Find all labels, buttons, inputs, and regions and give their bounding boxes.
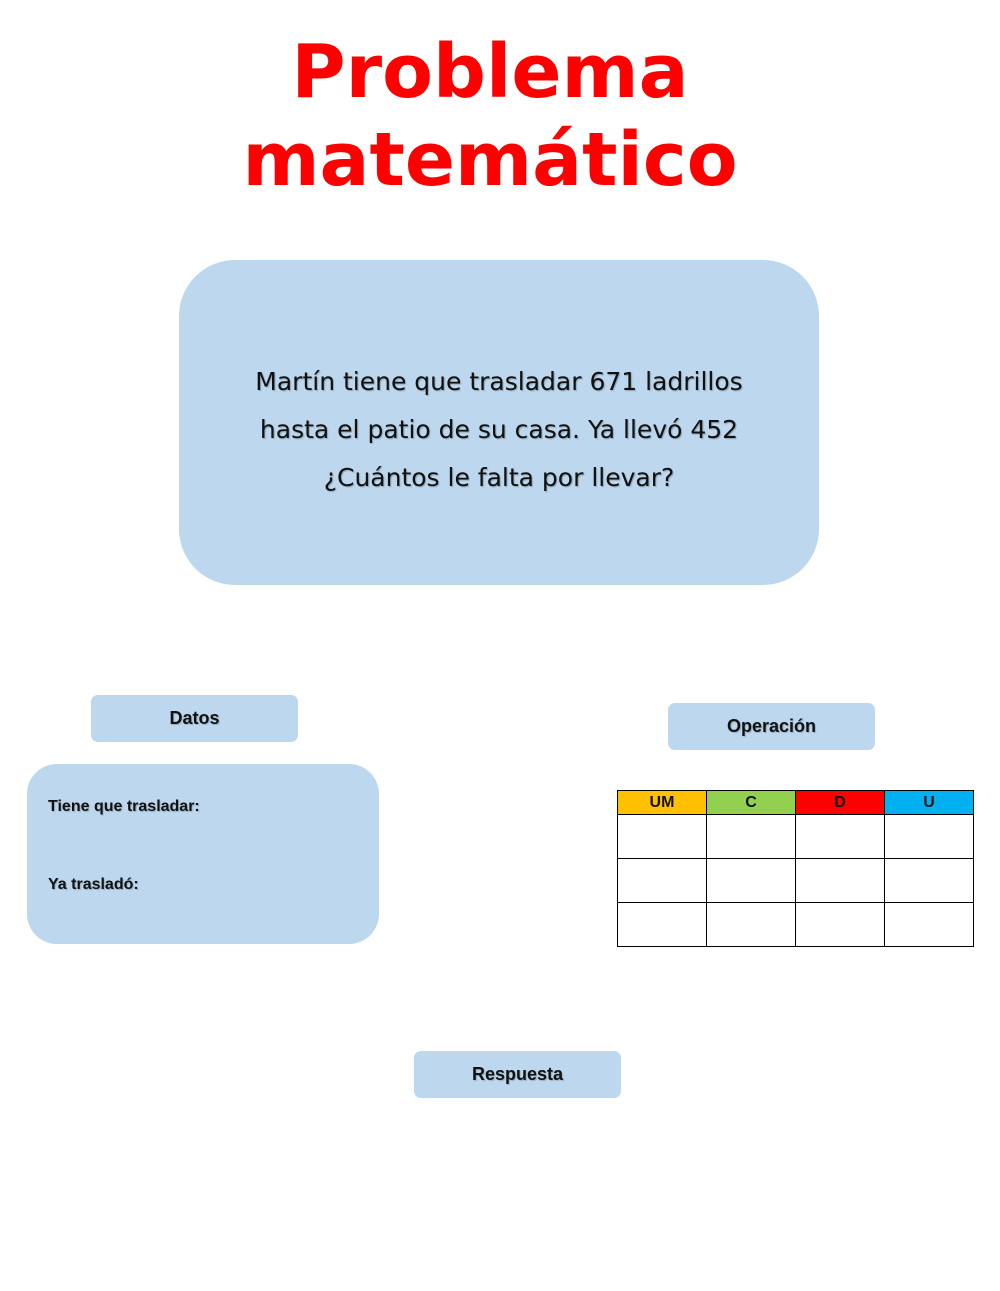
table-cell[interactable]: [796, 859, 885, 903]
header-u: U: [885, 791, 974, 815]
datos-item-ya-traslado: Ya trasladó:: [48, 876, 139, 893]
table-row: [618, 815, 974, 859]
datos-input-box[interactable]: [27, 764, 379, 944]
datos-label: Datos: [91, 695, 298, 742]
page-title: [0, 28, 980, 204]
title-line-2: matemático: [242, 117, 738, 203]
table-cell[interactable]: [707, 903, 796, 947]
table-row: [618, 903, 974, 947]
place-value-table: [617, 790, 974, 947]
operacion-label: Operación: [668, 703, 875, 750]
table-cell[interactable]: [796, 815, 885, 859]
table-cell[interactable]: [885, 859, 974, 903]
place-value-header-row: [618, 791, 974, 815]
problem-line-3: ¿Cuántos le falta por llevar?: [323, 462, 675, 492]
respuesta-label: Respuesta: [414, 1051, 621, 1098]
problem-statement-box: [179, 260, 819, 585]
header-c: C: [707, 791, 796, 815]
header-d: D: [796, 791, 885, 815]
title-line-1: Problema: [291, 29, 689, 115]
problem-line-2: hasta el patio de su casa. Ya llevó 452: [259, 414, 739, 444]
problem-line-1: Martín tiene que trasladar 671 ladrillos: [255, 366, 743, 396]
table-cell[interactable]: [707, 815, 796, 859]
header-um: UM: [618, 791, 707, 815]
table-cell[interactable]: [885, 903, 974, 947]
table-cell[interactable]: [707, 859, 796, 903]
datos-item-tiene-que-trasladar: Tiene que trasladar:: [48, 798, 200, 815]
problem-text: [219, 358, 779, 502]
table-cell[interactable]: [618, 859, 707, 903]
table-cell[interactable]: [618, 815, 707, 859]
table-cell[interactable]: [796, 903, 885, 947]
table-cell[interactable]: [885, 815, 974, 859]
table-row: [618, 859, 974, 903]
table-cell[interactable]: [618, 903, 707, 947]
